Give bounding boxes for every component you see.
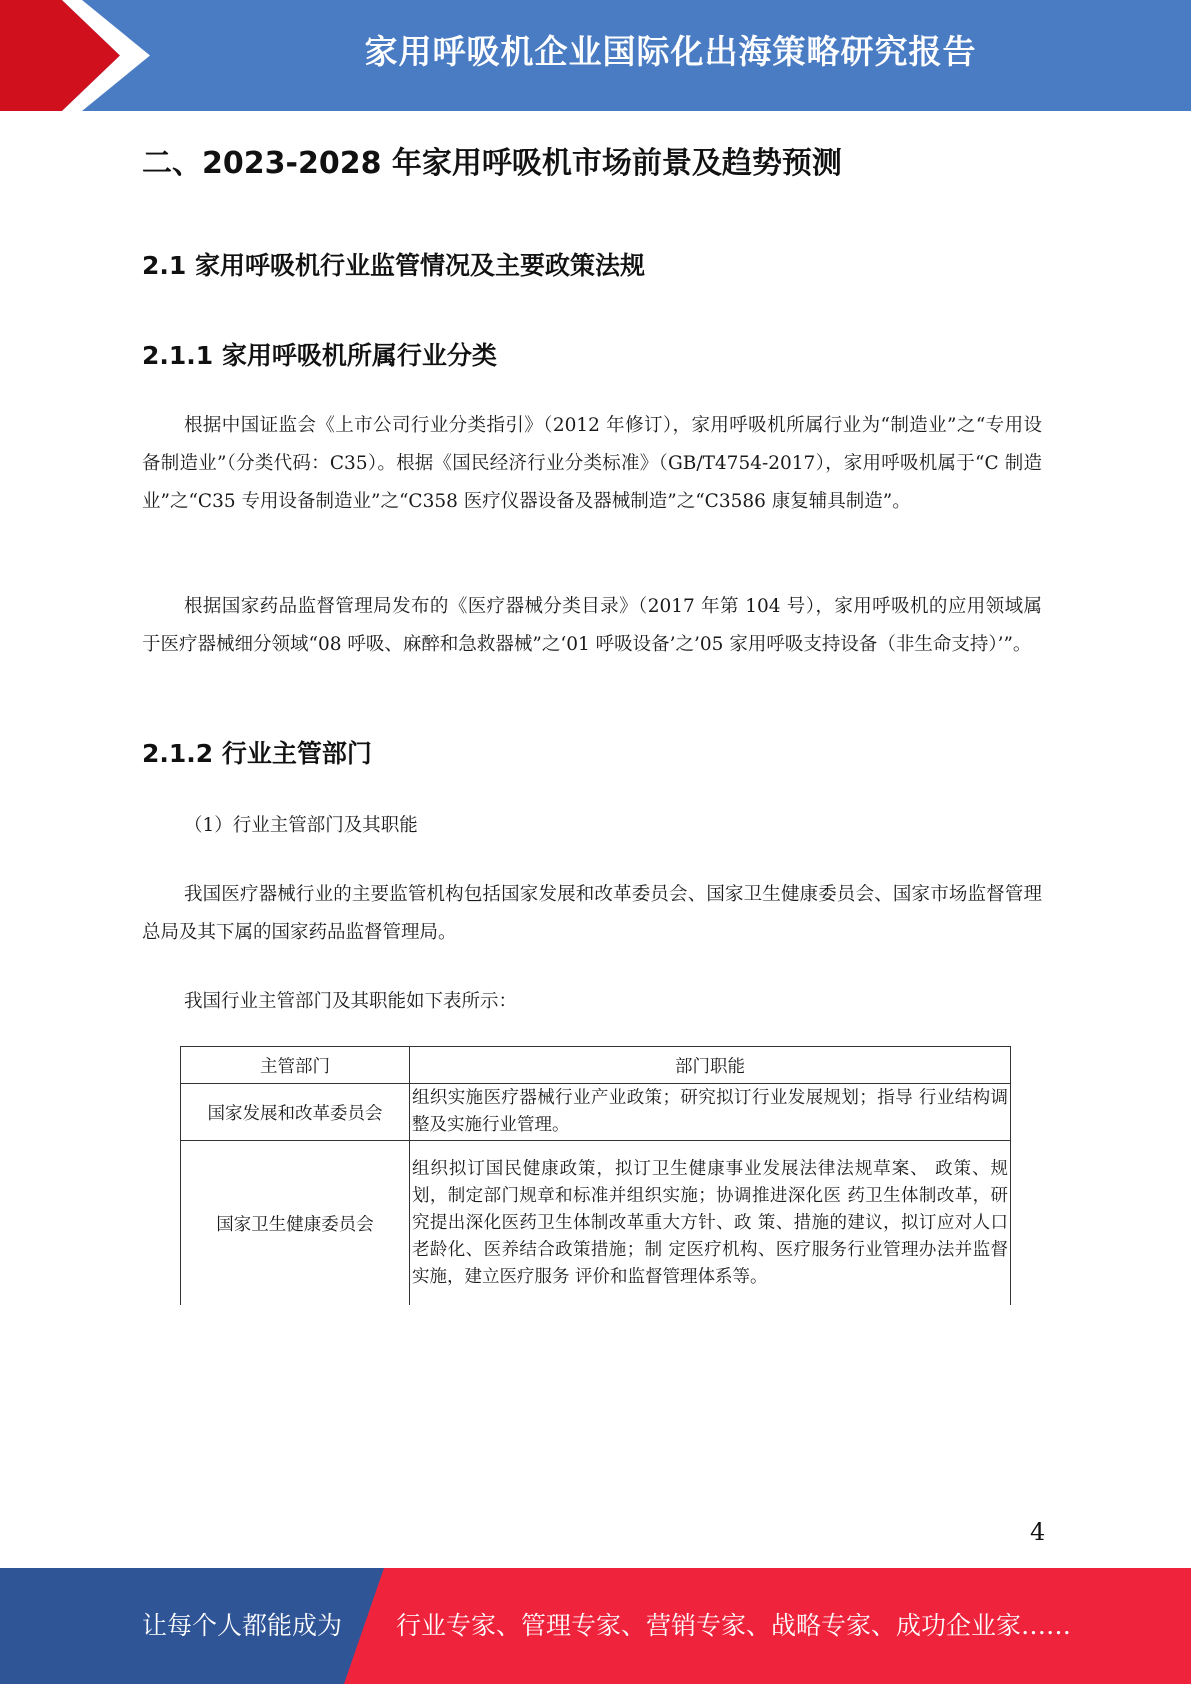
red-arrow-decoration: [0, 0, 150, 111]
footer-banner: [0, 1568, 1191, 1684]
page-number: 4: [1030, 1518, 1046, 1546]
subsection-heading-2-1-2: 2.1.2 行业主管部门: [142, 739, 372, 768]
subsection-heading-2-1: 2.1 家用呼吸机行业监管情况及主要政策法规: [142, 251, 645, 280]
subsection-heading-2-1-1: 2.1.1 家用呼吸机所属行业分类: [142, 341, 497, 370]
table-header-func: 部门职能: [410, 1047, 1011, 1084]
paragraph-table-intro: 我国行业主管部门及其职能如下表所示：: [184, 991, 518, 1012]
header-banner: [0, 0, 1191, 111]
table-cell-dept: 国家卫生健康委员会: [181, 1141, 410, 1306]
table-row: [181, 1141, 1011, 1306]
table-cell-func: 组织拟订国民健康政策，拟订卫生健康事业发展法律法规草案、 政策、规划，制定部门规章和标准并组织实施；协调推进深化医 药卫生体制改革，研究提出深化医药卫生体制改革重大方针、政 策、措施的建议，拟订应对人口老龄化、医养结合政策措施；制 定医疗机构、医疗服务行业管理办法并监督实施，建立医疗服务 评价和监督管理体系等。: [410, 1141, 1011, 1306]
section-heading: 二、2023-2028 年家用呼吸机市场前景及趋势预测: [142, 146, 842, 181]
paragraph-regulators: 我国医疗器械行业的主要监管机构包括国家发展和改革委员会、国家卫生健康委员会、国家市场监督管理总局及其下属的国家药品监督管理局。: [142, 884, 1042, 943]
table-header-dept: 主管部门: [181, 1047, 410, 1084]
departments-table: [180, 1046, 1011, 1305]
paragraph-industry-classification: 根据中国证监会《上市公司行业分类指引》（2012 年修订），家用呼吸机所属行业为“制造业”之“专用设备制造业”（分类代码：C35）。根据《国民经济行业分类标准》（GB/T4754-2017），家用呼吸机属于“C 制造业”之“C35 专用设备制造业”之“C358 医疗仪器设备及器械制造”之“C3586 康复辅具制造”。: [142, 415, 1042, 512]
paragraph-device-classification: 根据国家药品监督管理局发布的《医疗器械分类目录》（2017 年第 104 号），家用呼吸机的应用领域属于医疗器械细分领域“08 呼吸、麻醉和急救器械”之‘01 呼吸设备’之’05 家用呼吸支持设备（非生命支持）’”。: [142, 596, 1042, 655]
report-title: 家用呼吸机企业国际化出海策略研究报告: [364, 32, 977, 71]
table-row: [181, 1084, 1011, 1141]
paragraph-subtitle-departments: （1）行业主管部门及其职能: [184, 815, 418, 836]
footer-slogan-right: 行业专家、管理专家、营销专家、战略专家、成功企业家……: [396, 1611, 1072, 1640]
table-header-row: [181, 1047, 1011, 1084]
table-cell-func: 组织实施医疗器械行业产业政策；研究拟订行业发展规划；指导 行业结构调整及实施行业管理。: [410, 1084, 1011, 1141]
table-cell-dept: 国家发展和改革委员会: [181, 1084, 410, 1141]
footer-slogan-left: 让每个人都能成为: [142, 1611, 343, 1640]
